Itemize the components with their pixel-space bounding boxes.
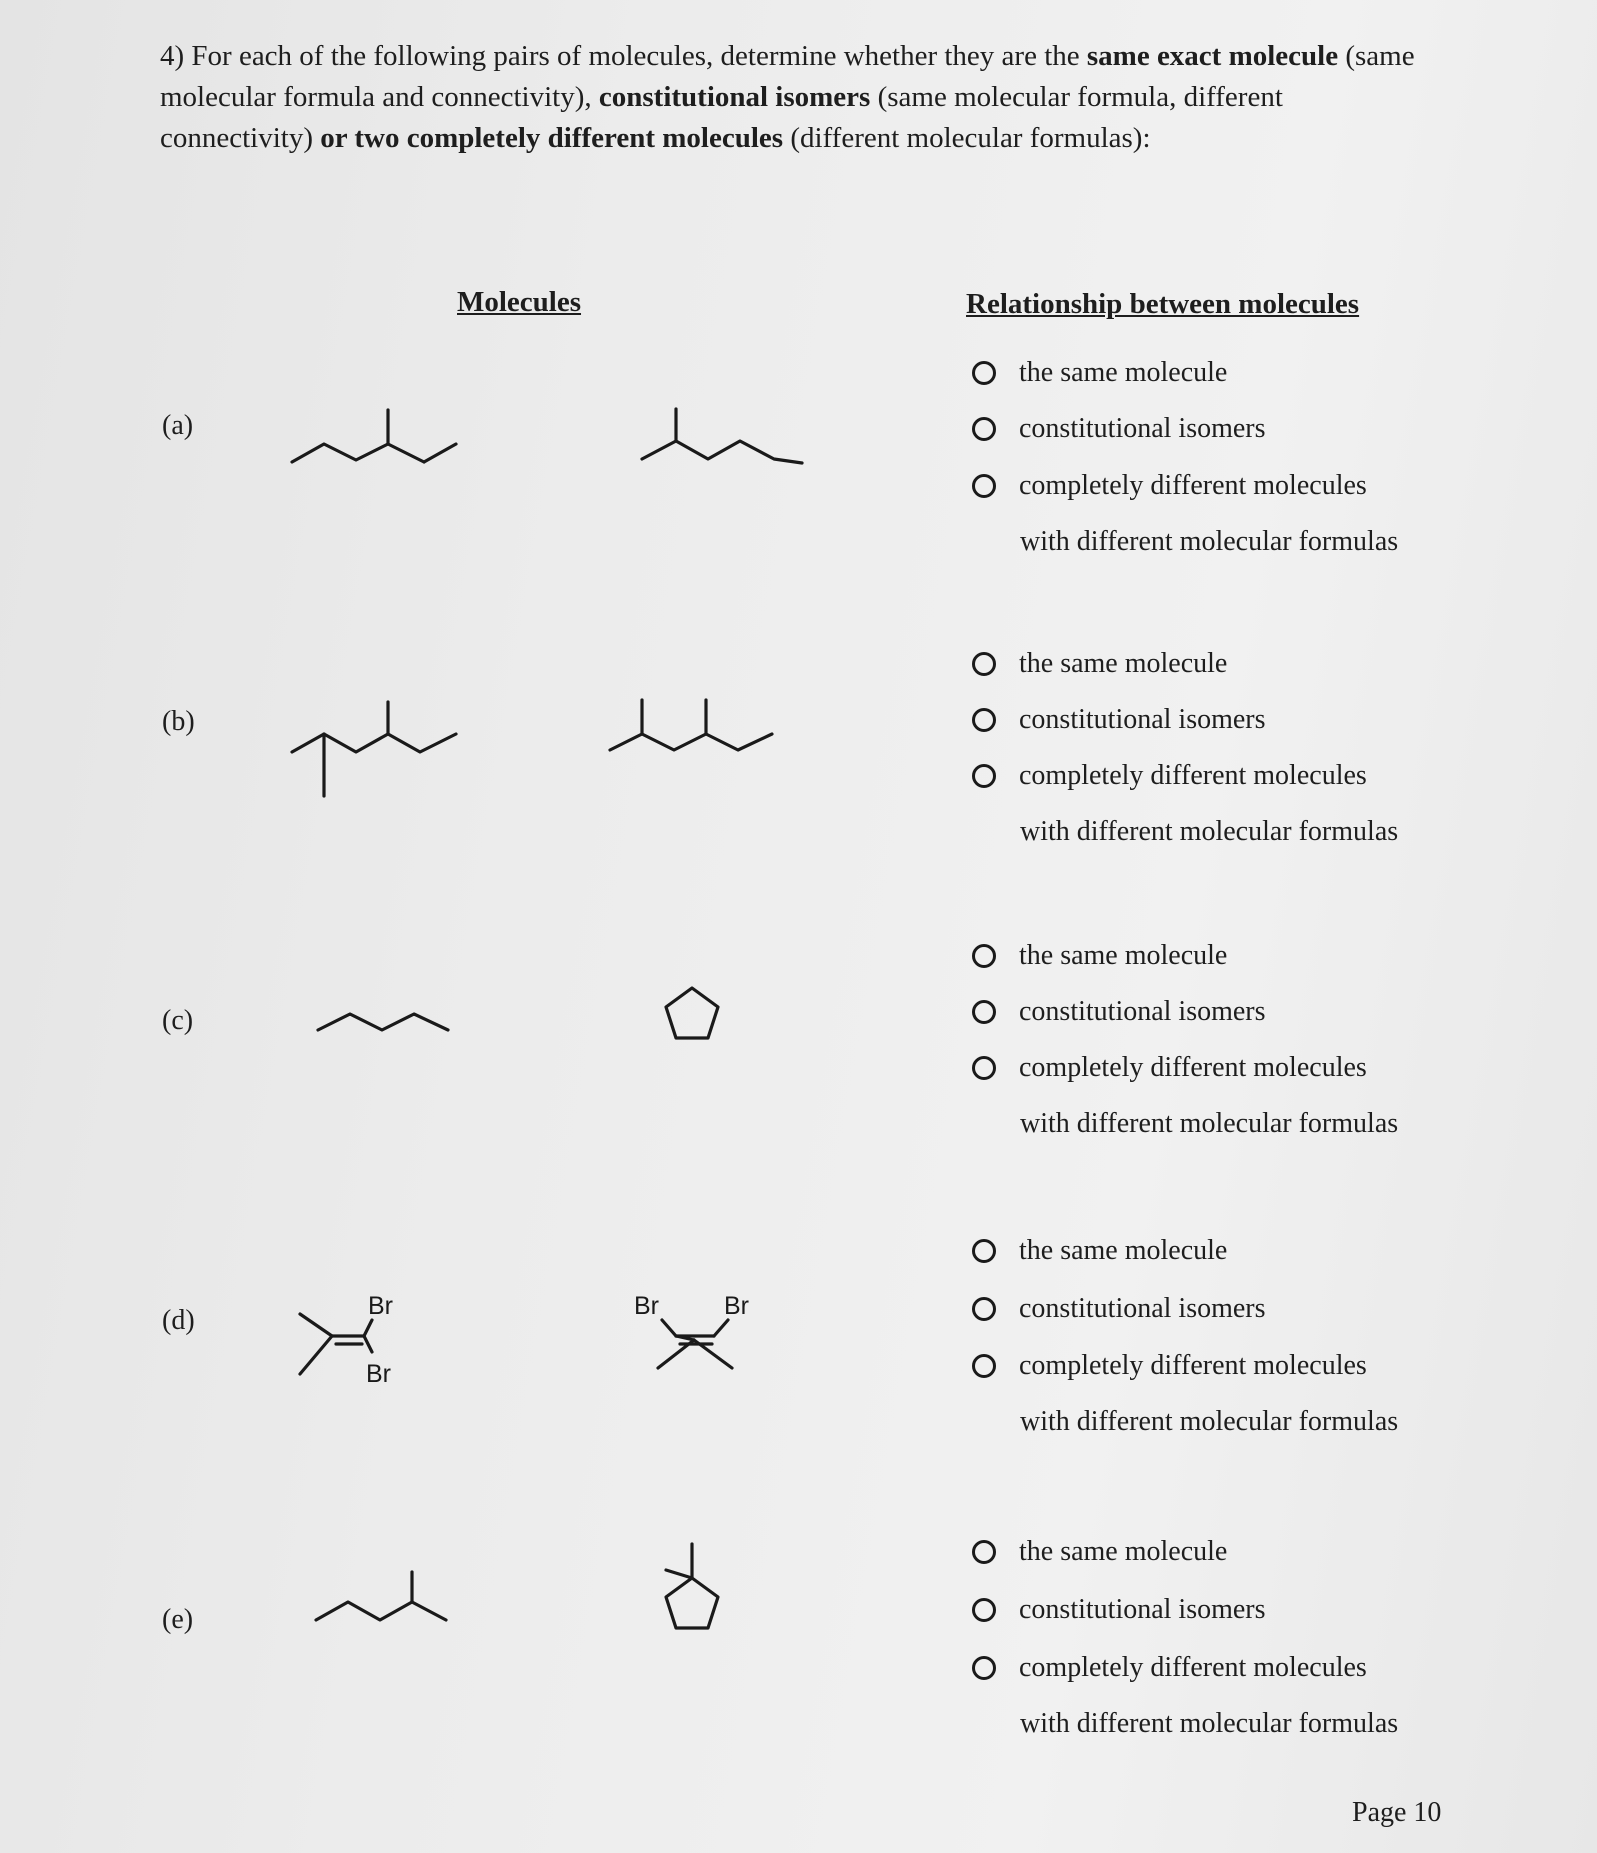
- part-e-molecule-1: [314, 1570, 454, 1640]
- radio-circle-icon[interactable]: [972, 474, 996, 498]
- radio-circle-icon[interactable]: [972, 1000, 996, 1024]
- worksheet-page: 4) For each of the following pairs of molecules, determine whether they are the same exact molecule (same molecular formula and connectivity), constitutional isomers (same molecular formula, different connectivity) or two completely different molecules (different molecular formulas): Molecules Relationship between molecules (a) the same molecule constitutional isomers completely different molecules with different molecular formulas (b) the same molecule constitutional isomers completely different molecules with different molecular formulas (c) the same molecule constitutional isomers completely different molecules with different molecular formulas (d) Br Br Br Br the same molecule constitutional isomers completely different molecules with different molecular formulas (e) the same molecule constitutional isomers completely different molecules with different molecular formulas Page 10: [0, 0, 1597, 1853]
- part-e-molecule-2: [652, 1540, 732, 1650]
- part-a-molecule-2: [640, 405, 820, 475]
- bromine-atom-label: Br: [368, 1292, 393, 1320]
- part-d-molecule-2: [632, 1282, 772, 1392]
- part-d-label: (d): [162, 1305, 195, 1336]
- radio-circle-icon[interactable]: [972, 1354, 996, 1378]
- radio-circle-icon[interactable]: [972, 1297, 996, 1321]
- part-d-molecule-1: [290, 1290, 430, 1400]
- part-c-molecule-1: [316, 1000, 456, 1040]
- part-c-molecule-2: [652, 982, 732, 1062]
- radio-circle-icon[interactable]: [972, 417, 996, 441]
- radio-circle-icon[interactable]: [972, 652, 996, 676]
- radio-circle-icon[interactable]: [972, 1656, 996, 1680]
- radio-circle-icon[interactable]: [972, 764, 996, 788]
- radio-circle-icon[interactable]: [972, 944, 996, 968]
- part-a-molecule-1: [290, 400, 470, 470]
- bromine-atom-label: Br: [366, 1360, 391, 1388]
- radio-circle-icon[interactable]: [972, 1239, 996, 1263]
- radio-circle-icon[interactable]: [972, 708, 996, 732]
- bromine-atom-label: Br: [724, 1292, 749, 1320]
- part-d-option-continuation: with different molecular formulas: [1020, 1406, 1399, 1437]
- part-b-label: (b): [162, 706, 195, 737]
- part-e-label: (e): [162, 1604, 194, 1635]
- part-a-option-continuation: with different molecular formulas: [1020, 526, 1399, 557]
- part-a-label: (a): [162, 410, 194, 441]
- part-c-option-continuation: with different molecular formulas: [1020, 1108, 1399, 1139]
- page-number: Page 10: [1352, 1797, 1442, 1828]
- radio-circle-icon[interactable]: [972, 1540, 996, 1564]
- part-b-option-continuation: with different molecular formulas: [1020, 816, 1399, 847]
- radio-circle-icon[interactable]: [972, 1056, 996, 1080]
- relationship-header: Relationship between molecules: [966, 288, 1360, 320]
- question-text: 4) For each of the following pairs of molecules, determine whether they are the same exact molecule (same molecular formula and connectivity), constitutional isomers (same molecular formula, different connectivity) or two completely different molecules (different molecular formulas):: [160, 40, 1415, 154]
- molecules-header: Molecules: [457, 286, 582, 318]
- bromine-atom-label: Br: [634, 1292, 659, 1320]
- part-c-label: (c): [162, 1005, 194, 1036]
- part-b-molecule-1: [290, 698, 470, 803]
- radio-circle-icon[interactable]: [972, 361, 996, 385]
- part-b-molecule-2: [608, 698, 788, 768]
- part-e-option-continuation: with different molecular formulas: [1020, 1708, 1399, 1739]
- radio-circle-icon[interactable]: [972, 1598, 996, 1622]
